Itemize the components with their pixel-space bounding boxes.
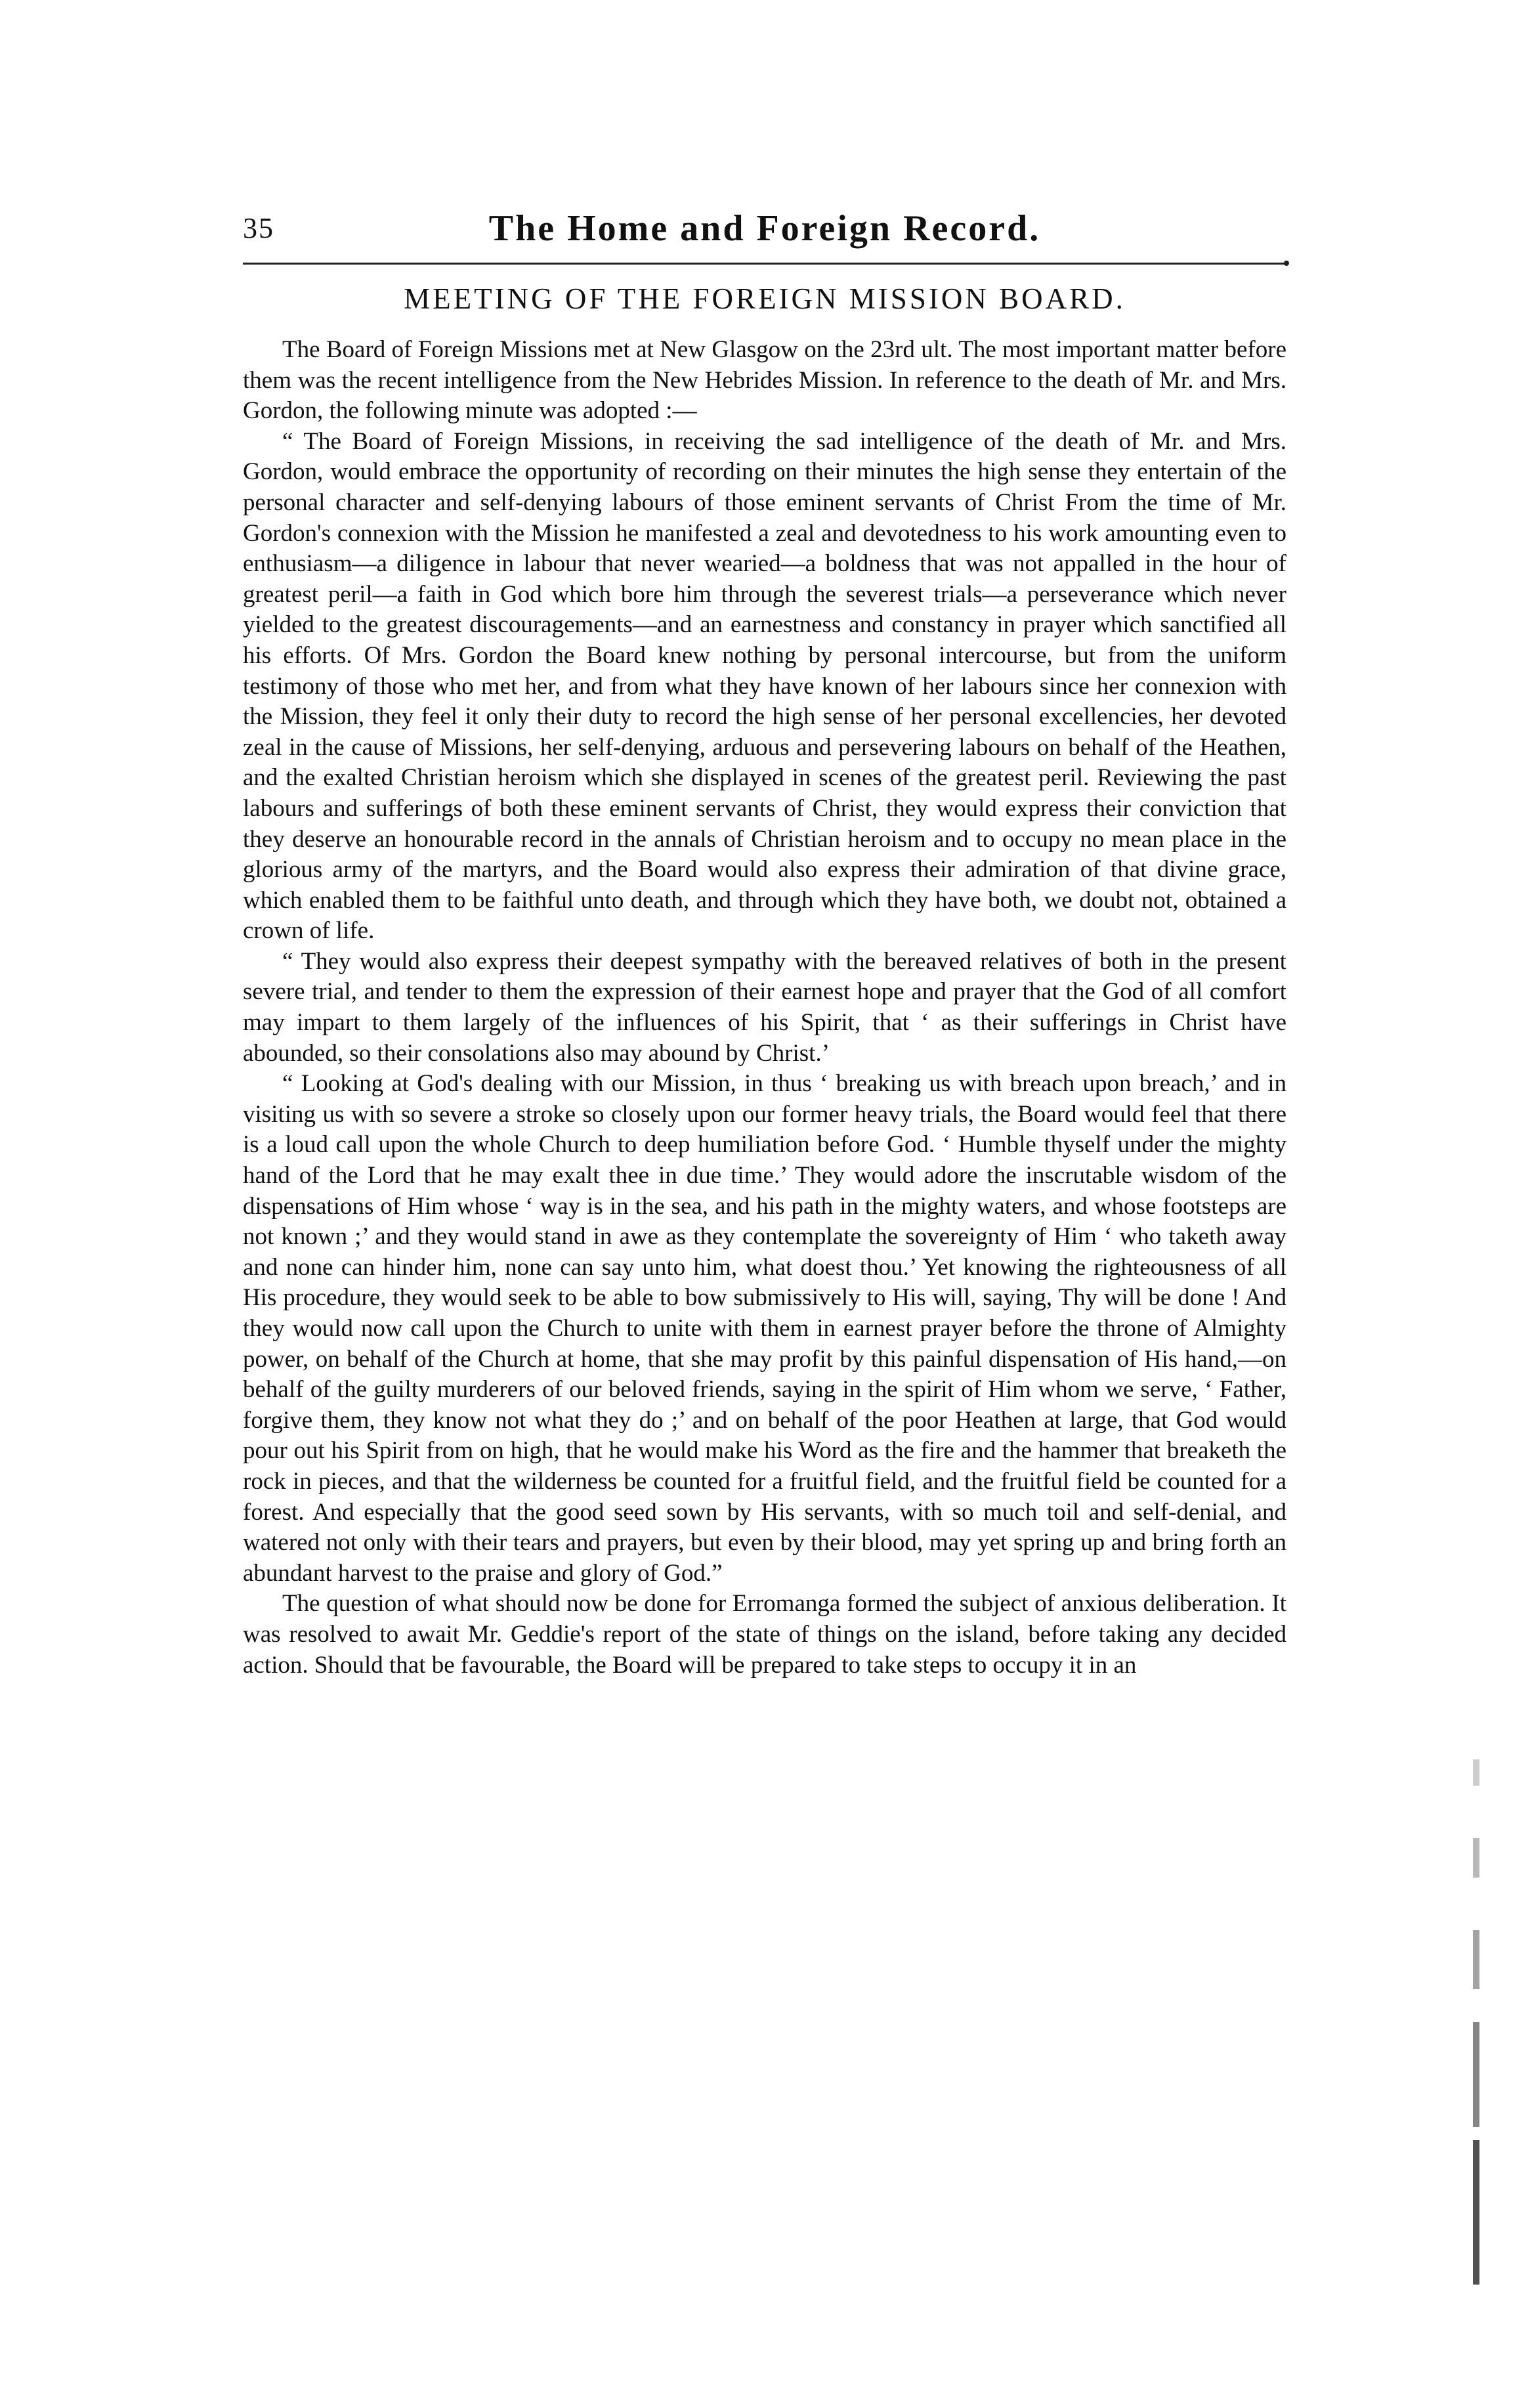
article-body bbox=[243, 335, 1286, 1681]
page-number: 35 bbox=[243, 212, 274, 244]
paragraph: The Board of Foreign Missions met at New Glasgow on the 23rd ult. The most important matter before them was the recent intelligence from the New Hebrides Mission. In reference to the death of Mr. and Mrs. Gordon, the following minute was adopted :— bbox=[243, 336, 1286, 425]
paragraph: “ They would also express their deepest sympathy with the bereaved relatives of both in the present severe trial, and tender to them the expression of their earnest hope and prayer that the God of all comfort may impart to them largely of the influences of his Spirit, that ‘ as their sufferings in Christ have abounded, so their consolations also may abound by Christ.’ bbox=[243, 947, 1286, 1067]
paragraph: “ The Board of Foreign Missions, in receiving the sad intelligence of the death of Mr. and Mrs. Gordon, would embrace the opportunity of recording on their minutes the high sense they entertain of the personal character and self-denying labours of those eminent servants of Christ From the time of Mr. Gordon's connexion with the Mission he manifested a zeal and devotedness to his work amounting even to enthusiasm—a diligence in labour that never wearied—a boldness that was not appalled in the hour of greatest peril—a faith in God which bore him through the severest trials—a perseverance which never yielded to the greatest discouragements—and an earnestness and constancy in prayer which sanctified all his efforts. Of Mrs. Gordon the Board knew nothing by personal intercourse, but from the uniform testimony of those who met her, and from what they have known of her labours since her connexion with the Mission, they feel it only their duty to record the high sense of her personal excellencies, her devoted zeal in the cause of Missions, her self-denying, arduous and persevering labours on behalf of the Heathen, and the exalted Christian heroism which she displayed in scenes of the greatest peril. Reviewing the past labours and sufferings of both these eminent servants of Christ, they would express their conviction that they deserve an honourable record in the annals of Christian heroism and to occupy no mean place in the glorious army of the martyrs, and the Board would also express their admiration of that divine grace, which enabled them to be faithful unto death, and through which they have both, we doubt not, obtained a crown of life. bbox=[243, 427, 1286, 945]
scan-edge-shadow bbox=[1470, 1759, 1483, 2311]
journal-title: The Home and Foreign Record. bbox=[488, 208, 1041, 249]
paragraph: “ Looking at God's dealing with our Mission, in thus ‘ breaking us with breach upon breach,’ and in visiting us with so severe a stroke so closely upon our former heavy trials, the Board would feel that there is a loud call upon the whole Church to deep humiliation before God. ‘ Humble thyself under the mighty hand of the Lord that he may exalt thee in due time.’ They would adore the inscrutable wisdom of the dispensations of Him whose ‘ way is in the sea, and his path in the mighty waters, and whose footsteps are not known ;’ and they would stand in awe as they contemplate the sovereignty of Him ‘ who taketh away and none can hinder him, none can say unto him, what doest thou.’ Yet knowing the righteousness of all His procedure, they would seek to be able to bow submissively to His will, saying, Thy will be done ! And they would now call upon the Church to unite with them in earnest prayer before the throne of Almighty power, on behalf of the Church at home, that she may profit by this painful dispensation of His hand,—on behalf of the guilty murderers of our beloved friends, saying in the spirit of Him whom we serve, ‘ Father, forgive them, they know not what they do ;’ and on behalf of the poor Heathen at large, that God would pour out his Spirit from on high, that he would make his Word as the fire and the hammer that breaketh the rock in pieces, and that the wilderness be counted for a fruitful field, and the fruitful field be counted for a forest. And especially that the good seed sown by His servants, with so much toil and self-denial, and watered not only with their tears and prayers, but even by their blood, may yet spring up and bring forth an abundant harvest to the praise and glory of God.” bbox=[243, 1070, 1286, 1587]
article-heading: MEETING OF THE FOREIGN MISSION BOARD. bbox=[404, 282, 1126, 315]
header-rule bbox=[243, 263, 1285, 265]
paragraph: The question of what should now be done for Erromanga formed the subject of anxious deliberation. It was resolved to await Mr. Geddie's report of the state of things on the island, before taking any decided action. Should that be favourable, the Board will be prepared to take steps to occupy it in an bbox=[243, 1590, 1286, 1679]
running-head bbox=[243, 209, 1286, 261]
